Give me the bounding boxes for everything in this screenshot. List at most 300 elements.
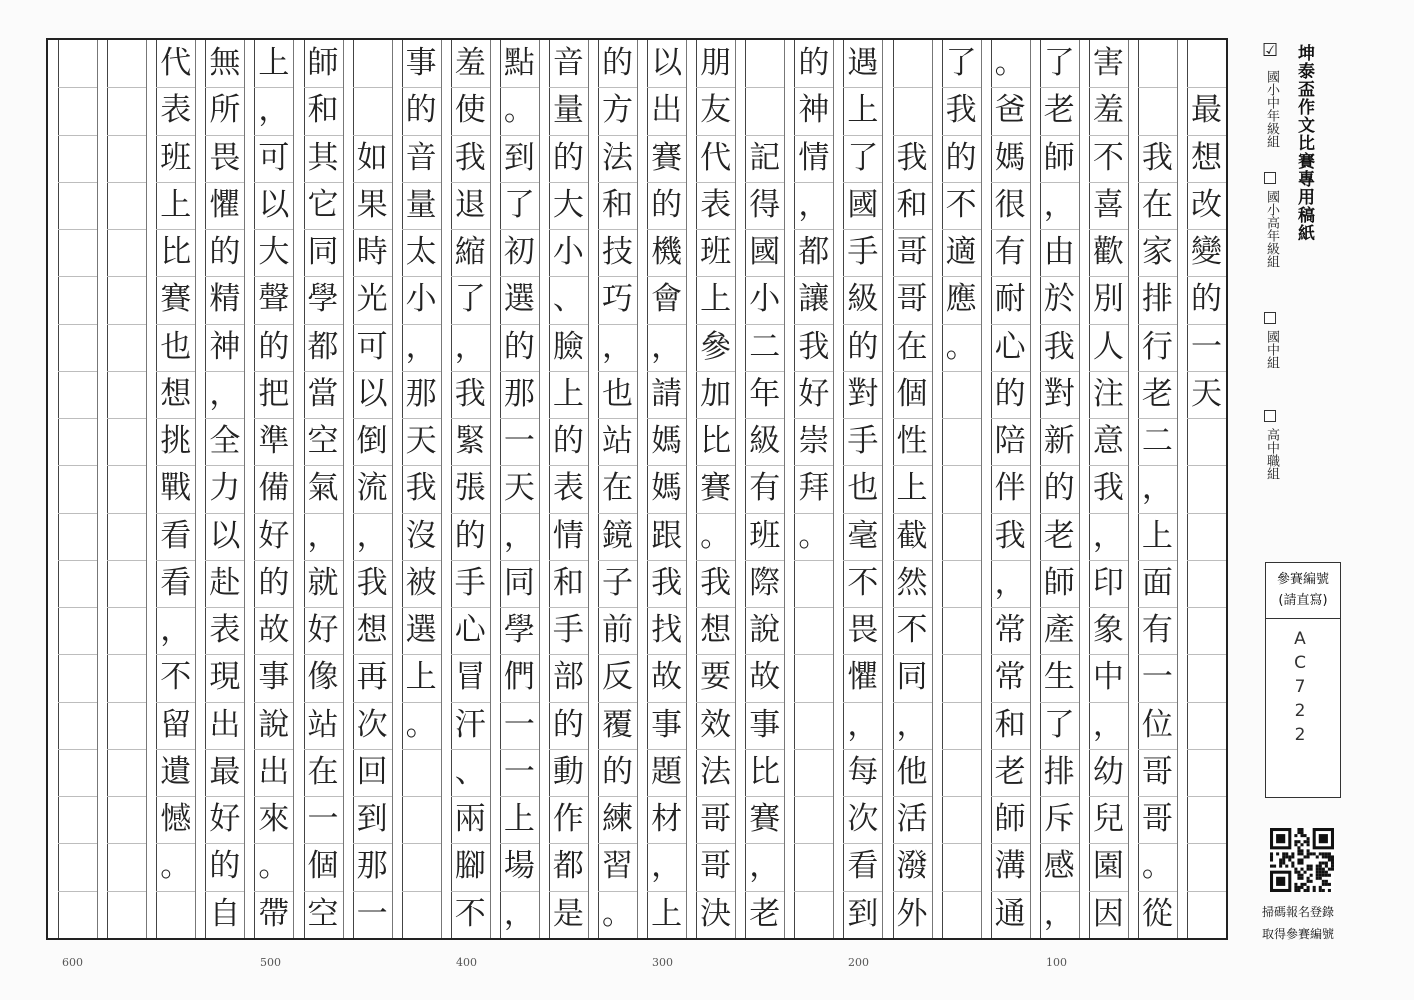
grid-row-line: [107, 513, 146, 514]
handwritten-character: 兩: [454, 801, 486, 838]
grid-row-line: [58, 465, 97, 466]
handwritten-character: 老: [1141, 375, 1173, 412]
handwritten-character: 手: [454, 564, 486, 601]
grid-column-line: [1030, 40, 1031, 938]
handwritten-character: 老: [1043, 517, 1075, 554]
grid-column-line: [588, 40, 589, 938]
handwritten-character: 的: [209, 234, 241, 271]
grid-row-line: [58, 607, 97, 608]
handwritten-character: ，: [209, 375, 241, 412]
handwritten-character: 個: [896, 375, 928, 412]
handwritten-character: 縮: [454, 234, 486, 271]
handwritten-character: 好: [258, 517, 290, 554]
handwritten-character: 對: [1043, 375, 1075, 412]
handwritten-character: 。: [258, 848, 290, 885]
handwritten-character: 常: [994, 659, 1026, 696]
handwritten-character: 光: [356, 281, 388, 318]
handwritten-character: 遺: [160, 753, 192, 790]
grid-row-line: [107, 843, 146, 844]
entry-number-box: [1265, 562, 1341, 798]
grid-row-line: [402, 796, 441, 797]
handwritten-character: 太: [405, 234, 437, 271]
handwritten-character: 部: [552, 659, 584, 696]
handwritten-character: 師: [994, 801, 1026, 838]
grid-row-line: [58, 87, 97, 88]
handwritten-character: 好: [307, 612, 339, 649]
handwritten-character: 手: [552, 612, 584, 649]
grid-row-line: [1187, 560, 1226, 561]
handwritten-character: 氣: [307, 470, 339, 507]
grid-row-line: [1187, 796, 1226, 797]
handwritten-character: 其: [307, 139, 339, 176]
handwritten-character: 加: [700, 375, 732, 412]
handwritten-character: 比: [160, 234, 192, 271]
grid-column-line: [392, 40, 393, 938]
handwritten-character: 適: [945, 234, 977, 271]
handwritten-character: 害: [1092, 45, 1124, 81]
handwritten-character: ，: [749, 848, 781, 885]
handwritten-character: 找: [651, 612, 683, 649]
grid-row-line: [58, 371, 97, 372]
grid-row-line: [942, 560, 981, 561]
grid-row-line: [107, 607, 146, 608]
grid-row-line: [1187, 843, 1226, 844]
handwritten-character: 緊: [454, 423, 486, 460]
handwritten-character: 哥: [1141, 753, 1173, 790]
handwritten-character: 現: [209, 659, 241, 696]
handwritten-character: 斥: [1043, 801, 1075, 838]
handwritten-character: 師: [307, 45, 339, 81]
handwritten-character: 說: [749, 612, 781, 649]
grid-row-line: [58, 513, 97, 514]
handwritten-character: 我: [1092, 470, 1124, 507]
handwritten-character: 上: [700, 281, 732, 318]
grid-row-line: [794, 843, 833, 844]
handwritten-character: 一: [1141, 659, 1173, 696]
handwritten-character: 的: [602, 45, 633, 81]
handwritten-character: 空: [307, 423, 339, 460]
handwritten-character: 神: [209, 328, 241, 365]
handwritten-character: 腳: [454, 848, 486, 885]
handwritten-character: 毫: [847, 517, 879, 554]
handwritten-character: 。: [798, 517, 830, 554]
handwritten-character: 當: [307, 375, 339, 412]
handwritten-character: 前: [602, 612, 633, 649]
handwritten-character: 子: [602, 564, 633, 601]
handwritten-character: 級: [749, 423, 781, 460]
handwritten-character: 動: [552, 753, 584, 790]
grid-row-line: [942, 796, 981, 797]
handwritten-character: 在: [1141, 186, 1173, 223]
handwritten-character: 上: [896, 470, 928, 507]
handwritten-character: 上: [651, 895, 683, 932]
handwritten-character: 我: [994, 517, 1026, 554]
handwritten-character: 它: [307, 186, 339, 223]
handwritten-character: 羞: [454, 45, 486, 81]
grid-column-line: [195, 40, 196, 938]
grid-row-line: [942, 749, 981, 750]
handwritten-character: 一: [503, 753, 535, 790]
handwritten-character: 幼: [1092, 753, 1124, 790]
handwritten-character: ，: [356, 517, 388, 554]
handwritten-character: 的: [1191, 281, 1222, 318]
handwritten-character: 位: [1141, 706, 1173, 743]
handwritten-character: 全: [209, 423, 241, 460]
grid-row-line: [107, 276, 146, 277]
handwritten-character: 和: [552, 564, 584, 601]
handwritten-character: 不: [1092, 139, 1124, 176]
handwritten-character: 的: [503, 328, 535, 365]
handwritten-character: 崇: [798, 423, 830, 460]
handwritten-character: 和: [994, 706, 1026, 743]
handwritten-character: 事: [749, 706, 781, 743]
handwritten-character: ，: [1141, 470, 1173, 507]
grid-row-line: [58, 276, 97, 277]
grid-row-line: [107, 418, 146, 419]
handwritten-character: 決: [700, 895, 732, 932]
grid-row-line: [58, 229, 97, 230]
handwritten-character: 於: [1043, 281, 1075, 318]
handwritten-character: 法: [602, 139, 633, 176]
grid-row-line: [794, 749, 833, 750]
handwritten-character: 應: [945, 281, 977, 318]
handwritten-character: 站: [602, 423, 633, 460]
handwritten-character: 記: [749, 139, 781, 176]
count-marker: 200: [848, 956, 869, 969]
handwritten-character: 班: [700, 234, 732, 271]
handwritten-character: 賽: [160, 281, 192, 318]
handwritten-character: 我: [896, 139, 928, 176]
qr-code-icon[interactable]: [1270, 828, 1334, 892]
handwritten-character: 點: [503, 45, 535, 81]
handwritten-character: 哥: [700, 801, 732, 838]
handwritten-character: 故: [651, 659, 683, 696]
handwritten-character: 反: [602, 659, 633, 696]
grid-column-line: [539, 40, 540, 938]
handwritten-character: 大: [552, 186, 584, 223]
grid-row-line: [402, 843, 441, 844]
handwritten-character: 出: [651, 92, 683, 129]
handwritten-character: 的: [405, 92, 437, 129]
handwritten-character: 兒: [1092, 801, 1124, 838]
checkbox[interactable]: [1264, 172, 1276, 184]
handwritten-character: 中: [1092, 659, 1124, 696]
handwritten-character: 冒: [454, 659, 486, 696]
scan-register-text: 掃碼報名登錄: [1262, 905, 1335, 919]
grid-row-line: [107, 135, 146, 136]
grid-row-line: [1187, 418, 1226, 419]
grid-row-line: [402, 891, 441, 892]
grid-row-line: [58, 749, 97, 750]
grid-column-line: [441, 40, 442, 938]
handwritten-character: 倒: [356, 423, 388, 460]
scan-get-number-text: 取得參賽編號: [1262, 927, 1335, 941]
handwritten-character: 小: [552, 234, 584, 271]
grid-row-line: [942, 843, 981, 844]
handwritten-character: 挑: [160, 423, 192, 460]
handwritten-character: 張: [454, 470, 486, 507]
grid-column-line: [97, 40, 98, 938]
handwritten-character: 力: [209, 470, 241, 507]
grid-row-line: [1187, 465, 1226, 466]
handwritten-character: 上: [552, 375, 584, 412]
handwritten-character: 上: [503, 801, 535, 838]
handwritten-character: 園: [1092, 848, 1124, 885]
handwritten-character: ，: [798, 186, 830, 223]
handwritten-character: 一: [503, 423, 535, 460]
handwritten-character: 跟: [651, 517, 683, 554]
handwritten-character: 國: [847, 186, 879, 223]
grid-row-line: [58, 418, 97, 419]
handwritten-character: 回: [356, 753, 388, 790]
handwritten-character: 表: [552, 470, 584, 507]
handwritten-character: 心: [454, 612, 486, 649]
grid-column-line: [490, 40, 491, 938]
handwritten-character: 的: [945, 139, 977, 176]
grid-row-line: [794, 702, 833, 703]
grid-row-line: [107, 702, 146, 703]
handwritten-character: 的: [552, 706, 584, 743]
handwritten-character: 流: [356, 470, 388, 507]
handwritten-character: 都: [798, 234, 830, 271]
handwritten-character: 最: [1191, 92, 1222, 129]
handwritten-character: 的: [209, 848, 241, 885]
handwritten-character: ，: [896, 706, 928, 743]
handwritten-character: 耐: [994, 281, 1026, 318]
grid-column-line: [932, 40, 933, 938]
handwritten-character: 印: [1092, 564, 1124, 601]
entry-number-label-line1: 參賽編號: [1276, 572, 1329, 587]
handwritten-character: 天: [1191, 375, 1222, 412]
handwritten-character: 習: [602, 848, 633, 885]
handwritten-character: 老: [1043, 92, 1075, 129]
handwritten-character: 很: [994, 186, 1026, 223]
handwritten-character: 賽: [700, 470, 732, 507]
handwritten-character: 年: [749, 375, 781, 412]
handwritten-character: 不: [896, 612, 928, 649]
handwritten-character: 因: [1092, 895, 1124, 932]
handwritten-character: 了: [454, 281, 486, 318]
handwritten-character: 音: [405, 139, 437, 176]
grid-row-line: [942, 702, 981, 703]
handwritten-character: 題: [651, 753, 683, 790]
category-option-label: 國小高年級組: [1264, 190, 1279, 268]
handwritten-character: 以: [651, 45, 683, 81]
handwritten-character: 那: [405, 375, 437, 412]
handwritten-character: 來: [258, 801, 290, 838]
grid-column-line: [882, 40, 883, 938]
handwritten-character: 把: [258, 375, 290, 412]
handwritten-character: 臉: [552, 328, 584, 365]
handwritten-character: 感: [1043, 848, 1075, 885]
handwritten-character: 意: [1092, 423, 1124, 460]
handwritten-character: 帶: [258, 895, 290, 932]
checkmark-icon: ☑: [1262, 40, 1279, 61]
grid-row-line: [58, 135, 97, 136]
count-marker: 500: [260, 956, 281, 969]
handwritten-character: 常: [994, 612, 1026, 649]
handwritten-character: 機: [651, 234, 683, 271]
grid-row-line: [402, 749, 441, 750]
handwritten-character: 潑: [896, 848, 928, 885]
grid-column-line: [833, 40, 834, 938]
handwritten-character: 每: [847, 753, 879, 790]
handwritten-character: 大: [258, 234, 290, 271]
handwritten-character: 媽: [651, 470, 683, 507]
handwritten-character: 上: [160, 186, 192, 223]
grid-column-line: [981, 40, 982, 938]
handwritten-character: 都: [552, 848, 584, 885]
grid-row-line: [353, 87, 392, 88]
handwritten-character: 讓: [798, 281, 830, 318]
handwritten-character: 級: [847, 281, 879, 318]
handwritten-character: 人: [1092, 328, 1124, 365]
handwritten-character: 了: [503, 186, 535, 223]
handwritten-character: 的: [1043, 470, 1075, 507]
handwritten-character: 二: [749, 328, 781, 365]
grid-row-line: [1138, 87, 1177, 88]
handwritten-character: 所: [209, 92, 241, 129]
grid-row-line: [794, 560, 833, 561]
grid-column-line: [107, 40, 108, 938]
handwritten-character: 時: [356, 234, 388, 271]
handwritten-character: 赴: [209, 564, 241, 601]
grid-row-line: [794, 796, 833, 797]
handwritten-character: 也: [602, 375, 633, 412]
handwritten-character: 老: [749, 895, 781, 932]
handwritten-character: 法: [700, 753, 732, 790]
handwritten-character: 了: [847, 139, 879, 176]
handwritten-character: 不: [454, 895, 486, 932]
handwritten-character: 使: [454, 92, 486, 129]
handwritten-character: 看: [160, 517, 192, 554]
handwritten-character: 我: [651, 564, 683, 601]
checkbox[interactable]: [1264, 312, 1276, 324]
handwritten-character: 練: [602, 801, 633, 838]
handwritten-character: 不: [945, 186, 977, 223]
handwritten-character: 象: [1092, 612, 1124, 649]
handwritten-character: 一: [356, 895, 388, 932]
handwritten-character: 我: [454, 375, 486, 412]
handwritten-character: 不: [160, 659, 192, 696]
handwritten-character: 想: [356, 612, 388, 649]
handwritten-character: 喜: [1092, 186, 1124, 223]
handwritten-character: 是: [552, 895, 584, 932]
handwritten-character: 從: [1141, 895, 1173, 932]
handwritten-character: 方: [602, 92, 633, 129]
form-title: 坤泰盃作文比賽專用稿紙: [1294, 44, 1314, 242]
handwritten-character: 友: [700, 92, 732, 129]
handwritten-character: ，: [160, 612, 192, 649]
handwritten-character: 別: [1092, 281, 1124, 318]
handwritten-character: ，: [1092, 517, 1124, 554]
grid-column-line: [1128, 40, 1129, 938]
grid-row-line: [794, 654, 833, 655]
handwritten-character: 場: [503, 848, 535, 885]
handwritten-character: 賽: [651, 139, 683, 176]
handwritten-character: 最: [209, 753, 241, 790]
handwritten-character: 我: [798, 328, 830, 365]
handwritten-character: 也: [847, 470, 879, 507]
grid-column-line: [146, 40, 147, 938]
handwritten-character: 一: [307, 801, 339, 838]
handwritten-character: 同: [307, 234, 339, 271]
handwritten-character: 拜: [798, 470, 830, 507]
handwritten-character: ，: [651, 328, 683, 365]
handwritten-character: 就: [307, 564, 339, 601]
handwritten-character: 以: [209, 517, 241, 554]
handwritten-character: 故: [258, 612, 290, 649]
category-option-label: 國中組: [1264, 330, 1279, 369]
handwritten-character: 二: [1141, 423, 1173, 460]
grid-row-line: [156, 891, 195, 892]
handwritten-character: ，: [1043, 895, 1075, 932]
handwritten-character: 手: [847, 423, 879, 460]
handwritten-character: 。: [700, 517, 732, 554]
handwritten-character: 。: [602, 895, 633, 932]
handwritten-character: 截: [896, 517, 928, 554]
handwritten-character: 量: [552, 92, 584, 129]
handwritten-character: 際: [749, 564, 781, 601]
grid-row-line: [794, 607, 833, 608]
handwritten-character: 行: [1141, 328, 1173, 365]
handwritten-character: ，: [454, 328, 486, 365]
handwritten-character: 事: [651, 706, 683, 743]
handwritten-character: 效: [700, 706, 732, 743]
grid-row-line: [58, 796, 97, 797]
checkbox[interactable]: [1264, 410, 1276, 422]
handwritten-character: 的: [602, 753, 633, 790]
handwritten-character: 可: [356, 328, 388, 365]
handwritten-character: 歡: [1092, 234, 1124, 271]
handwritten-character: 沒: [405, 517, 437, 554]
grid-row-line: [107, 182, 146, 183]
handwritten-character: 。: [945, 328, 977, 365]
handwritten-character: 要: [700, 659, 732, 696]
handwritten-character: 故: [749, 659, 781, 696]
handwritten-character: 在: [896, 328, 928, 365]
grid-row-line: [58, 654, 97, 655]
count-marker: 300: [652, 956, 673, 969]
handwritten-character: 留: [160, 706, 192, 743]
handwritten-character: ，: [503, 517, 535, 554]
handwritten-character: 班: [749, 517, 781, 554]
handwritten-character: 代: [160, 45, 192, 81]
handwritten-character: 的: [552, 139, 584, 176]
grid-row-line: [58, 891, 97, 892]
handwritten-character: 的: [847, 328, 879, 365]
handwritten-character: 媽: [651, 423, 683, 460]
grid-column-line: [735, 40, 736, 938]
count-marker: 100: [1046, 956, 1067, 969]
handwritten-character: 一: [1191, 328, 1222, 365]
handwritten-character: 那: [356, 848, 388, 885]
handwritten-character: 懼: [847, 659, 879, 696]
grid-row-line: [942, 891, 981, 892]
handwritten-character: 代: [700, 139, 732, 176]
handwritten-character: 像: [307, 659, 339, 696]
handwritten-character: 想: [1191, 139, 1222, 176]
handwritten-character: 技: [602, 234, 633, 271]
grid-row-line: [107, 465, 146, 466]
grid-row-line: [1187, 749, 1226, 750]
handwritten-character: 比: [749, 753, 781, 790]
handwritten-character: 果: [356, 186, 388, 223]
grid-column-line: [686, 40, 687, 938]
grid-row-line: [942, 654, 981, 655]
handwritten-character: ，: [1043, 186, 1075, 223]
handwritten-character: 有: [994, 234, 1026, 271]
